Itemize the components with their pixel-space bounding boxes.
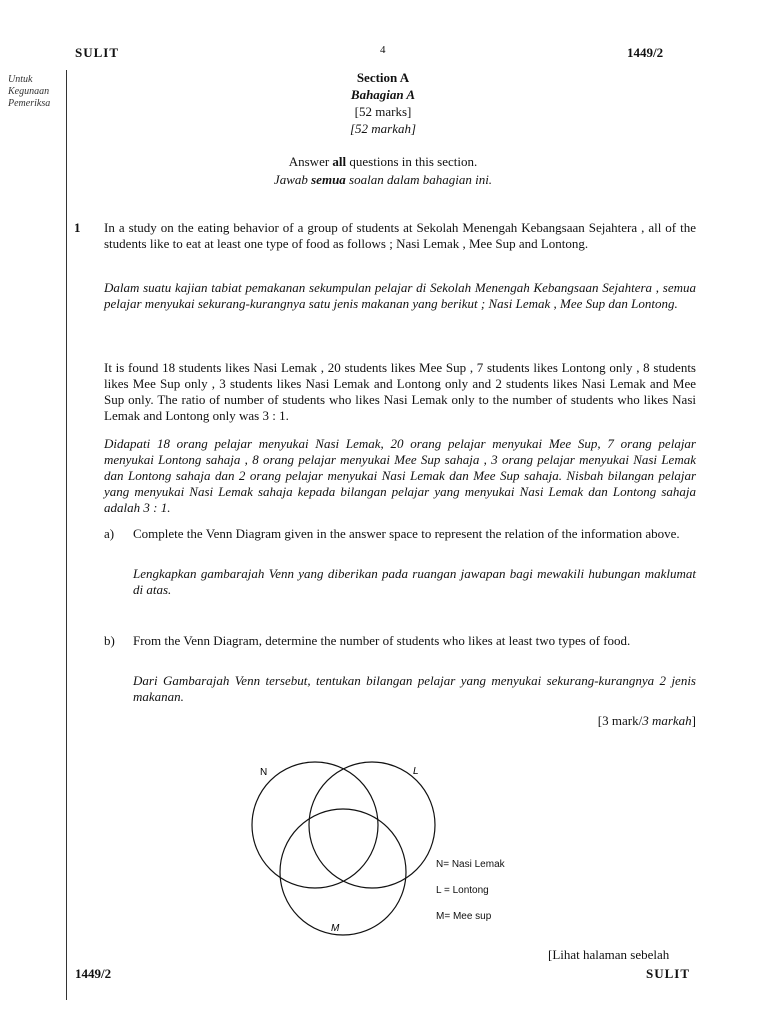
question-intro-en: In a study on the eating behavior of a group of students at Sekolah Menengah Kebangsaan Sejahtera , all of the students like to eat at least one type of food as follows ; Nasi Lemak , Mee Sup and Lontong.: [104, 220, 696, 251]
examiner-margin-note: [8, 74, 50, 110]
part-b-label: b): [104, 633, 115, 648]
margin-note-line: Untuk: [8, 74, 33, 85]
header-sulit: SULIT: [75, 45, 120, 60]
question-data-en: It is found 18 students likes Nasi Lemak , 20 students likes Mee Sup , 7 students likes Lontong only , 8 students likes Mee Sup only , 3 students likes Nasi Lemak and Lontong only and 2 students likes Nasi Lemak and Mee Sup only. The ratio of number of students who likes Nasi Lemak only to the number of students who likes Nasi Lemak and Lontong only was 3 : 1.: [104, 360, 696, 423]
next-page-note: [Lihat halaman sebelah: [548, 947, 670, 962]
section-heading: [280, 69, 486, 137]
question-intro-ms: Dalam suatu kajian tabiat pemakanan sekumpulan pelajar di Sekolah Menengah Kebangsaan Sejahtera , semua pelajar menyukai sekurang-kurangnya satu jenis makanan yang berikut ; Nasi Lemak , Mee Sup dan Lontong.: [104, 280, 696, 311]
footer-paper-code: 1449/2: [75, 966, 112, 981]
venn-label-n: N: [260, 767, 268, 778]
part-a-label: a): [104, 526, 115, 541]
venn-circle-n: [252, 762, 378, 888]
part-a-en: Complete the Venn Diagram given in the answer space to represent the relation of the information above.: [133, 526, 680, 541]
venn-circle-m: [280, 809, 406, 935]
venn-label-l: L: [413, 766, 419, 777]
margin-note-line: Pemeriksa: [8, 98, 51, 109]
instruction-ms: Jawab semua soalan dalam bahagian ini.: [273, 172, 493, 187]
margin-divider: [66, 70, 67, 1000]
instructions: [200, 153, 566, 189]
page-number: 4: [380, 44, 386, 56]
legend-item: L = Lontong: [436, 885, 489, 896]
header-paper-code: 1449/2: [627, 45, 664, 60]
question-number: 1: [74, 220, 81, 235]
instruction-en: Answer all questions in this section.: [288, 154, 478, 169]
footer-sulit: SULIT: [646, 966, 691, 981]
section-title: Section A: [356, 70, 410, 85]
legend-item: M= Mee sup: [436, 911, 492, 922]
question-data-ms: Didapati 18 orang pelajar menyukai Nasi Lemak, 20 orang pelajar menyukai Mee Sup, 7 orang pelajar menyukai Lontong sahaja , 8 orang pelajar menyukai Mee Sup sahaja , 3 orang pelajar menyukai Nasi Lemak dan Lontong sahaja dan 2 orang pelajar menyukai Nasi Lemak dan Mee Sup sahaja. Nisbah bilangan pelajar yang menyukai Nasi Lemak sahaja kepada bilangan pelajar yang menyukai Nasi Lemak dan Lontong sahaja adalah 3 : 1.: [104, 436, 696, 515]
legend-item: N= Nasi Lemak: [436, 859, 505, 870]
section-marks-ms: [52 markah]: [349, 121, 417, 136]
part-a-ms: Lengkapkan gambarajah Venn yang diberikan pada ruangan jawapan bagi mewakili hubungan maklumat di atas.: [133, 566, 696, 597]
part-b-marks: [3 mark/3 markah]: [597, 713, 696, 728]
venn-circle-l: [309, 762, 435, 888]
venn-legend: [436, 852, 505, 930]
venn-label-m: M: [331, 923, 340, 934]
section-marks: [52 marks]: [354, 104, 412, 119]
section-title-ms: Bahagian A: [350, 87, 416, 102]
part-b-ms: Dari Gambarajah Venn tersebut, tentukan bilangan pelajar yang menyukai sekurang-kurangnya 2 jenis makanan.: [133, 673, 696, 704]
margin-note-line: Kegunaan: [8, 86, 50, 97]
part-b-en: From the Venn Diagram, determine the number of students who likes at least two types of food.: [133, 633, 631, 648]
